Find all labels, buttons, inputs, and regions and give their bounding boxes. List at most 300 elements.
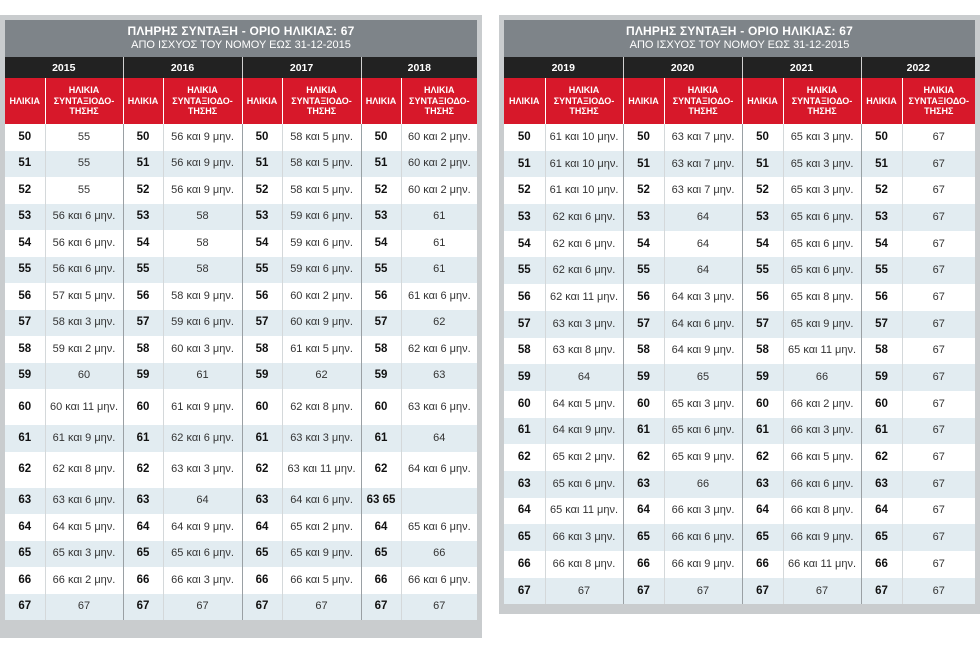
column-header-pension-age: ΗΛΙΚΙΑ ΣΥΝΤΑΞΙΟΔΟ-ΤΗΣΗΣ: [163, 78, 242, 124]
table-row: [504, 311, 975, 338]
pension-age-cell: 62: [401, 310, 477, 337]
pension-age-cell: 56 και 9 μην.: [163, 177, 242, 204]
age-cell: 54: [123, 230, 163, 257]
age-cell: 52: [123, 177, 163, 204]
age-cell: 55: [361, 257, 401, 284]
age-cell: 55: [123, 257, 163, 284]
pension-age-cell: 55: [45, 151, 123, 178]
age-cell: 51: [361, 151, 401, 178]
pension-age-cell: 56 και 6 μην.: [45, 204, 123, 231]
pension-age-cell: 63 και 6 μην.: [401, 389, 477, 425]
pension-age-cell: 65 και 3 μην.: [783, 124, 861, 151]
pension-age-cell: 64: [545, 364, 623, 391]
age-cell: 66: [742, 551, 783, 578]
age-cell: 62: [623, 444, 664, 471]
pension-age-cell: 64 και 5 μην.: [545, 391, 623, 418]
age-cell: 54: [504, 231, 545, 258]
pension-age-cell: 65 και 2 μην.: [545, 444, 623, 471]
age-cell: 54: [742, 231, 783, 258]
table-row: [504, 498, 975, 525]
age-cell: 55: [861, 257, 902, 284]
pension-age-cell: 67: [902, 284, 975, 311]
age-cell: 55: [623, 257, 664, 284]
pension-age-cell: 66 και 8 μην.: [545, 551, 623, 578]
pension-age-cell: 59 και 6 μην.: [282, 257, 361, 284]
pension-age-cell: 60 και 9 μην.: [282, 310, 361, 337]
column-header-age: ΗΛΙΚΙΑ: [361, 78, 401, 124]
pension-age-cell: 67: [163, 594, 242, 621]
column-header-pension-age: ΗΛΙΚΙΑ ΣΥΝΤΑΞΙΟΔΟ-ΤΗΣΗΣ: [902, 78, 975, 124]
table-row: [5, 425, 477, 452]
age-cell: 65: [861, 524, 902, 551]
pension-age-cell: 61: [163, 363, 242, 390]
pension-age-cell: 62: [282, 363, 361, 390]
year-header-2021: 2021: [742, 57, 861, 78]
pension-age-cell: 63 και 7 μην.: [664, 124, 742, 151]
table-row: [504, 177, 975, 204]
age-cell: 64: [5, 514, 45, 541]
age-cell: 58: [242, 336, 282, 363]
age-cell: 60: [242, 389, 282, 425]
age-cell: 67: [504, 578, 545, 605]
table-row: [5, 488, 477, 515]
year-header-2016: 2016: [123, 57, 242, 78]
pension-age-cell: 65 και 6 μην.: [401, 514, 477, 541]
pension-age-cell: 62 και 6 μην.: [545, 231, 623, 258]
age-cell: 61: [623, 418, 664, 445]
pension-age-cell: 66 και 8 μην.: [783, 498, 861, 525]
pension-age-cell: 57 και 5 μην.: [45, 283, 123, 310]
pension-age-cell: 66 και 6 μην.: [401, 567, 477, 594]
age-cell: 65: [623, 524, 664, 551]
pension-age-cell: 64 και 6 μην.: [401, 452, 477, 488]
age-cell: 61: [123, 425, 163, 452]
pension-age-cell: 67: [545, 578, 623, 605]
age-cell: 58: [623, 338, 664, 365]
age-cell: 62: [5, 452, 45, 488]
age-cell: 67: [623, 578, 664, 605]
age-cell: 60: [361, 389, 401, 425]
age-cell: 50: [742, 124, 783, 151]
pension-age-cell: 58 και 9 μην.: [163, 283, 242, 310]
pension-age-cell: 67: [902, 204, 975, 231]
pension-age-cell: 65 και 3 μην.: [783, 177, 861, 204]
table-row: [5, 452, 477, 488]
pension-age-table: [5, 57, 477, 620]
pension-age-cell: 67: [902, 151, 975, 178]
table-row: [504, 257, 975, 284]
pension-age-cell: 67: [902, 471, 975, 498]
pension-age-cell: 60 και 3 μην.: [163, 336, 242, 363]
pension-age-cell: 63: [401, 363, 477, 390]
age-cell: 50: [861, 124, 902, 151]
pension-age-cell: 66 και 9 μην.: [664, 551, 742, 578]
pension-age-cell: 66 και 9 μην.: [783, 524, 861, 551]
age-cell: 63: [742, 471, 783, 498]
pension-age-cell: 60 και 2 μην.: [401, 124, 477, 151]
age-cell: 63: [242, 488, 282, 515]
age-cell: 66: [623, 551, 664, 578]
table-row: [5, 363, 477, 390]
year-header-2020: 2020: [623, 57, 742, 78]
table-row: [504, 551, 975, 578]
table-title: ΠΛΗΡΗΣ ΣΥΝΤΑΞΗ - ΟΡΙΟ ΗΛΙΚΙΑΣ: 67: [625, 24, 854, 38]
table-row: [504, 444, 975, 471]
pension-age-cell: 58: [163, 257, 242, 284]
age-cell: 50: [5, 124, 45, 151]
age-cell: 63: [123, 488, 163, 515]
pension-age-cell: 67: [902, 364, 975, 391]
pension-age-cell: 64 και 6 μην.: [282, 488, 361, 515]
age-cell: 51: [742, 151, 783, 178]
column-header-age: ΗΛΙΚΙΑ: [242, 78, 282, 124]
age-cell: 57: [361, 310, 401, 337]
pension-age-cell: 67: [664, 578, 742, 605]
pension-age-cell: 62 και 6 μην.: [401, 336, 477, 363]
pension-age-cell: 66: [664, 471, 742, 498]
age-cell: 64: [623, 498, 664, 525]
age-cell: 52: [861, 177, 902, 204]
pension-age-cell: 61: [401, 204, 477, 231]
pension-age-table: [504, 57, 975, 604]
age-cell: 53: [242, 204, 282, 231]
age-cell: 50: [361, 124, 401, 151]
age-cell: 61: [504, 418, 545, 445]
pension-age-cell: 62 και 6 μην.: [545, 204, 623, 231]
age-cell: 51: [242, 151, 282, 178]
year-header-2017: 2017: [242, 57, 361, 78]
age-cell: 66: [5, 567, 45, 594]
age-cell: 64: [742, 498, 783, 525]
pension-age-cell: 66 και 3 μην.: [664, 498, 742, 525]
column-header-age: ΗΛΙΚΙΑ: [861, 78, 902, 124]
pension-age-cell: 66 και 6 μην.: [783, 471, 861, 498]
pension-age-cell: 63 και 11 μην.: [282, 452, 361, 488]
age-cell: 62: [123, 452, 163, 488]
age-cell: 59: [5, 363, 45, 390]
year-header-2022: 2022: [861, 57, 975, 78]
age-cell: 67: [242, 594, 282, 621]
table-row: [504, 524, 975, 551]
table-row: [5, 177, 477, 204]
age-cell: 61: [742, 418, 783, 445]
age-cell: 57: [5, 310, 45, 337]
pension-age-cell: 66 και 3 μην.: [163, 567, 242, 594]
table-subtitle: ΑΠΟ ΙΣΧΥΟΣ ΤΟΥ ΝΟΜΟΥ ΕΩΣ 31-12-2015: [131, 39, 351, 51]
pension-age-cell: 63 και 3 μην.: [163, 452, 242, 488]
pension-age-cell: 61 και 6 μην.: [401, 283, 477, 310]
age-cell: 60: [123, 389, 163, 425]
table-row: [5, 389, 477, 425]
pension-age-cell: 55: [45, 124, 123, 151]
year-header-row: [504, 57, 975, 78]
table-row: [5, 283, 477, 310]
age-cell: 64: [123, 514, 163, 541]
pension-age-cell: 58: [163, 204, 242, 231]
age-cell: 62: [504, 444, 545, 471]
pension-age-cell: 61 και 5 μην.: [282, 336, 361, 363]
pension-age-cell: 66 και 3 μην.: [783, 418, 861, 445]
column-header-pension-age: ΗΛΙΚΙΑ ΣΥΝΤΑΞΙΟΔΟ-ΤΗΣΗΣ: [545, 78, 623, 124]
pension-age-cell: 62 και 6 μην.: [545, 257, 623, 284]
pension-age-cell: 65 και 3 μην.: [783, 151, 861, 178]
pension-age-cell: 65 και 6 μην.: [163, 541, 242, 568]
age-cell: 58: [123, 336, 163, 363]
pension-age-cell: 67: [902, 311, 975, 338]
pension-age-cell: 58 και 3 μην.: [45, 310, 123, 337]
pension-age-cell: 61 και 9 μην.: [163, 389, 242, 425]
column-header-row: [5, 78, 477, 124]
age-cell: 57: [861, 311, 902, 338]
pension-age-cell: 64 και 3 μην.: [664, 284, 742, 311]
table-row: [5, 204, 477, 231]
pension-age-cell: 67: [902, 177, 975, 204]
table-row: [5, 124, 477, 151]
pension-age-cell: 67: [282, 594, 361, 621]
age-cell: 60: [742, 391, 783, 418]
age-cell: 59: [242, 363, 282, 390]
age-cell: 56: [5, 283, 45, 310]
age-cell: 53: [861, 204, 902, 231]
pension-age-cell: 59 και 6 μην.: [163, 310, 242, 337]
pension-age-cell: 64 και 9 μην.: [664, 338, 742, 365]
pension-age-cell: 61: [401, 230, 477, 257]
pension-age-cell: 65 και 6 μην.: [545, 471, 623, 498]
age-cell: 61: [242, 425, 282, 452]
pension-age-cell: 58: [163, 230, 242, 257]
age-cell: 63: [623, 471, 664, 498]
age-cell: 66: [361, 567, 401, 594]
pension-age-cell: 65 και 6 μην.: [783, 204, 861, 231]
pension-age-cell: 66 και 5 μην.: [282, 567, 361, 594]
pension-age-cell: 67: [902, 257, 975, 284]
table-row: [504, 151, 975, 178]
pension-age-cell: 62 και 6 μην.: [163, 425, 242, 452]
table-row: [504, 231, 975, 258]
age-cell: 62: [242, 452, 282, 488]
pension-age-cell: 67: [902, 498, 975, 525]
age-cell: 51: [861, 151, 902, 178]
age-cell: 59: [504, 364, 545, 391]
pension-age-cell: 62 και 8 μην.: [282, 389, 361, 425]
pension-age-cell: 56 και 9 μην.: [163, 124, 242, 151]
pension-age-cell: 67: [783, 578, 861, 605]
age-cell: 57: [123, 310, 163, 337]
age-cell: 51: [123, 151, 163, 178]
age-cell: 54: [861, 231, 902, 258]
pension-age-cell: 58 και 5 μην.: [282, 177, 361, 204]
column-header-pension-age: ΗΛΙΚΙΑ ΣΥΝΤΑΞΙΟΔΟ-ΤΗΣΗΣ: [401, 78, 477, 124]
age-cell: 54: [242, 230, 282, 257]
pension-age-cell: 66 και 2 μην.: [783, 391, 861, 418]
age-cell: 67: [861, 578, 902, 605]
age-cell: 53: [5, 204, 45, 231]
pension-age-cell: 63 και 7 μην.: [664, 177, 742, 204]
age-cell: 52: [504, 177, 545, 204]
age-cell: 51: [623, 151, 664, 178]
panel-title: [504, 20, 975, 57]
age-cell: 51: [5, 151, 45, 178]
table-row: [504, 578, 975, 605]
table-row: [5, 594, 477, 621]
age-cell: 63: [5, 488, 45, 515]
table-row: [5, 310, 477, 337]
pension-age-cell: 67: [401, 594, 477, 621]
pension-age-cell: 66: [783, 364, 861, 391]
pension-age-cell: 65 και 9 μην.: [282, 541, 361, 568]
age-cell: 55: [742, 257, 783, 284]
pension-age-cell: 67: [902, 418, 975, 445]
table-row: [5, 151, 477, 178]
age-cell: 51: [504, 151, 545, 178]
pension-age-cell: 61 και 10 μην.: [545, 151, 623, 178]
age-cell: 57: [242, 310, 282, 337]
table-row: [504, 338, 975, 365]
age-cell: 61: [861, 418, 902, 445]
age-cell: 56: [123, 283, 163, 310]
age-cell: 56: [742, 284, 783, 311]
age-cell: 67: [123, 594, 163, 621]
age-cell: 55: [5, 257, 45, 284]
pension-age-cell: 64: [664, 231, 742, 258]
year-header-row: [5, 57, 477, 78]
pension-age-cell: 63 και 3 μην.: [282, 425, 361, 452]
pension-age-cell: 61 και 10 μην.: [545, 177, 623, 204]
age-cell: 52: [242, 177, 282, 204]
table-row: [504, 391, 975, 418]
age-cell: 56: [361, 283, 401, 310]
pension-age-cell: 64 και 6 μην.: [664, 311, 742, 338]
pension-age-cell: 61 και 10 μην.: [545, 124, 623, 151]
column-header-age: ΗΛΙΚΙΑ: [742, 78, 783, 124]
pension-age-cell: 65 και 6 μην.: [664, 418, 742, 445]
pension-age-cell: 61 και 9 μην.: [45, 425, 123, 452]
pension-age-cell: 67: [902, 231, 975, 258]
age-cell: 66: [504, 551, 545, 578]
pension-age-cell: 67: [902, 551, 975, 578]
age-cell: 58: [742, 338, 783, 365]
table-row: [5, 230, 477, 257]
pension-age-cell: 64 και 9 μην.: [163, 514, 242, 541]
pension-age-cell: 65 και 6 μην.: [783, 231, 861, 258]
age-cell: 64: [242, 514, 282, 541]
pension-age-cell: 58 και 5 μην.: [282, 151, 361, 178]
age-cell: 58: [5, 336, 45, 363]
age-cell: 53: [123, 204, 163, 231]
panel-title: [5, 20, 477, 57]
age-cell: 56: [861, 284, 902, 311]
age-cell: 60: [5, 389, 45, 425]
pension-age-cell: 66: [401, 541, 477, 568]
column-header-age: ΗΛΙΚΙΑ: [504, 78, 545, 124]
pension-age-cell: 65 και 2 μην.: [282, 514, 361, 541]
age-cell: 59: [361, 363, 401, 390]
age-cell: 53: [623, 204, 664, 231]
column-header-pension-age: ΗΛΙΚΙΑ ΣΥΝΤΑΞΙΟΔΟ-ΤΗΣΗΣ: [664, 78, 742, 124]
age-cell: 52: [623, 177, 664, 204]
pension-age-cell: 63 και 3 μην.: [545, 311, 623, 338]
pension-age-cell: 64: [401, 425, 477, 452]
age-cell: 55: [504, 257, 545, 284]
pension-age-cell: 60 και 11 μην.: [45, 389, 123, 425]
pension-age-cell: 67: [902, 444, 975, 471]
pension-age-cell: 62 και 8 μην.: [45, 452, 123, 488]
column-header-age: ΗΛΙΚΙΑ: [5, 78, 45, 124]
age-cell: 59: [623, 364, 664, 391]
age-cell: 58: [361, 336, 401, 363]
age-cell: 61: [361, 425, 401, 452]
age-cell: 64: [361, 514, 401, 541]
age-cell: 67: [742, 578, 783, 605]
age-cell: 50: [623, 124, 664, 151]
age-cell: 66: [242, 567, 282, 594]
age-cell: 50: [242, 124, 282, 151]
pension-age-cell: 63 και 8 μην.: [545, 338, 623, 365]
age-cell: 53: [504, 204, 545, 231]
age-cell: 64: [861, 498, 902, 525]
pension-age-cell: 65 και 3 μην.: [664, 391, 742, 418]
age-cell: 53: [742, 204, 783, 231]
age-cell: 56: [623, 284, 664, 311]
age-cell: 54: [623, 231, 664, 258]
pension-age-cell: 63 και 6 μην.: [45, 488, 123, 515]
age-cell: 59: [123, 363, 163, 390]
column-header-age: ΗΛΙΚΙΑ: [623, 78, 664, 124]
table-row: [504, 418, 975, 445]
age-cell: 66: [123, 567, 163, 594]
age-cell: 62: [742, 444, 783, 471]
age-cell: 53: [361, 204, 401, 231]
age-cell: 57: [623, 311, 664, 338]
pension-age-cell: 64: [163, 488, 242, 515]
pension-age-cell: 66 και 3 μην.: [545, 524, 623, 551]
pension-table-panel-2019-2022: [499, 15, 980, 614]
table-row: [5, 257, 477, 284]
pension-age-cell: 60 και 2 μην.: [401, 177, 477, 204]
table-row: [5, 567, 477, 594]
column-header-age: ΗΛΙΚΙΑ: [123, 78, 163, 124]
table-row: [504, 364, 975, 391]
year-header-2018: 2018: [361, 57, 477, 78]
table-row: [504, 124, 975, 151]
pension-age-cell: 60: [45, 363, 123, 390]
pension-age-cell: 64: [664, 257, 742, 284]
age-cell: 65: [742, 524, 783, 551]
pension-age-cell: 63 και 7 μην.: [664, 151, 742, 178]
age-cell: 62: [861, 444, 902, 471]
year-header-2015: 2015: [5, 57, 123, 78]
pension-age-cell: 61: [401, 257, 477, 284]
age-cell: 64: [504, 498, 545, 525]
age-cell: 58: [504, 338, 545, 365]
pension-age-cell: 59 και 2 μην.: [45, 336, 123, 363]
pension-age-cell: 56 και 6 μην.: [45, 257, 123, 284]
pension-age-cell: 65 και 6 μην.: [783, 257, 861, 284]
pension-age-cell: 65 και 3 μην.: [45, 541, 123, 568]
age-cell: 65: [504, 524, 545, 551]
pension-age-cell: 67: [902, 391, 975, 418]
pension-age-cell: 67: [902, 524, 975, 551]
age-cell: 66: [861, 551, 902, 578]
table-row: [504, 471, 975, 498]
year-header-2019: 2019: [504, 57, 623, 78]
pension-age-cell: 67: [902, 338, 975, 365]
age-cell: 65: [123, 541, 163, 568]
column-header-row: [504, 78, 975, 124]
pension-age-cell: 66 και 5 μην.: [783, 444, 861, 471]
age-cell: 56: [242, 283, 282, 310]
pension-age-cell: 62 και 11 μην.: [545, 284, 623, 311]
